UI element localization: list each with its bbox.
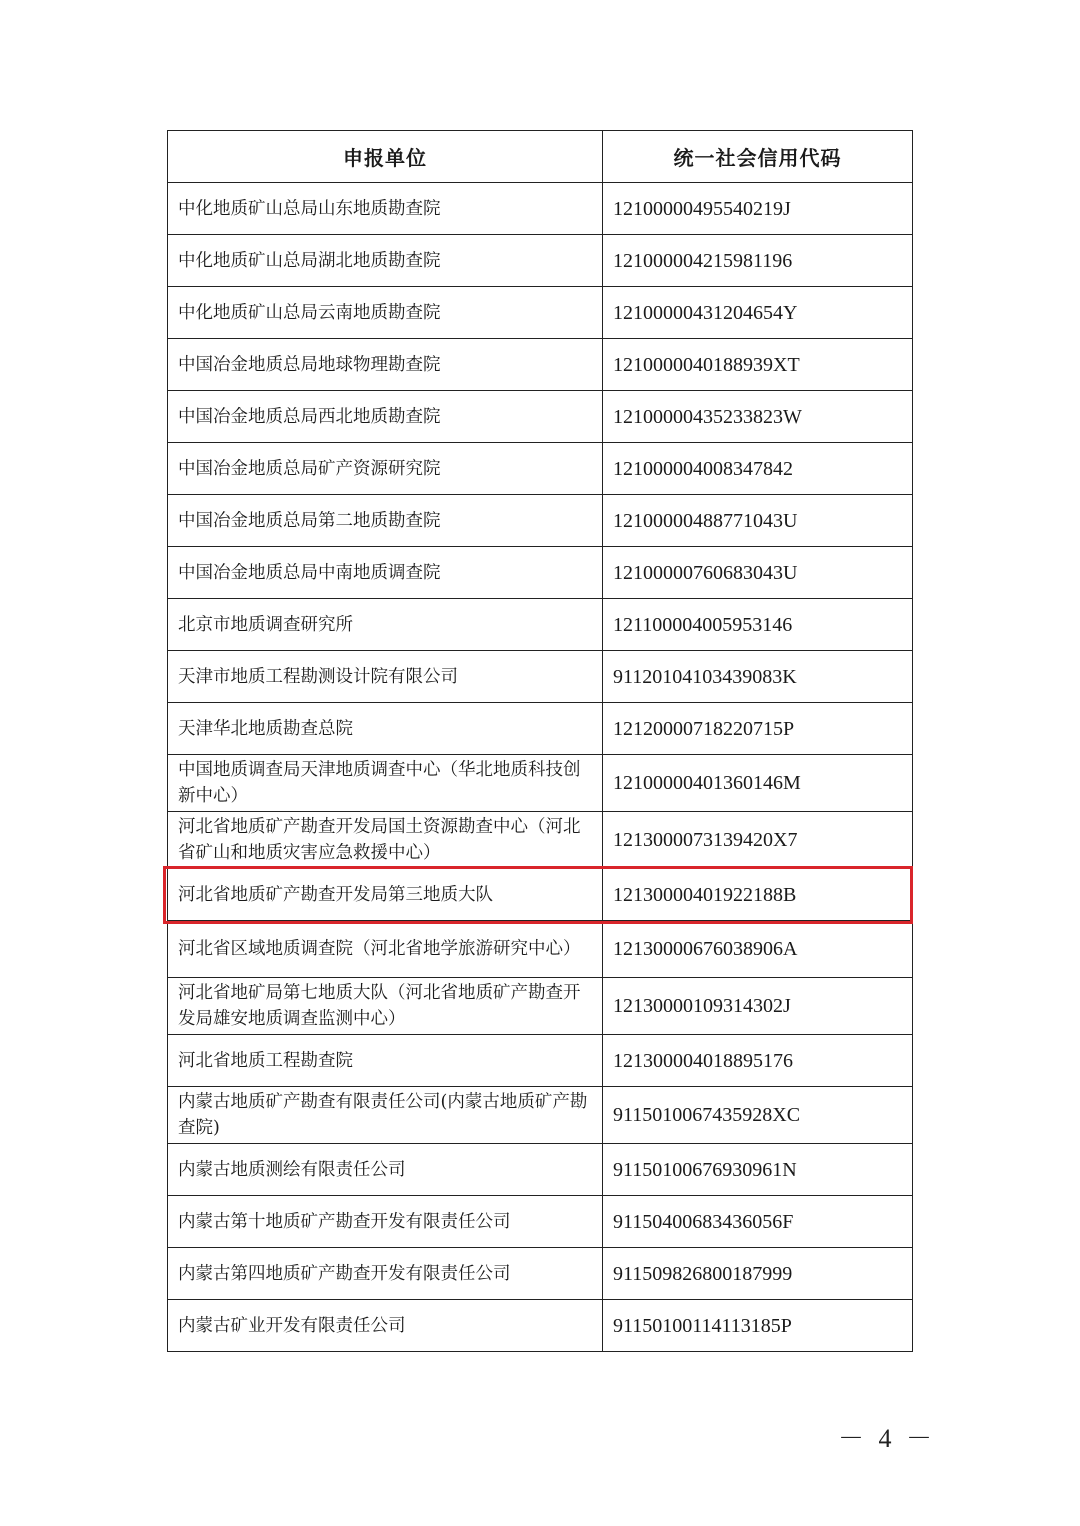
table-row [168,1035,913,1087]
unit-cell: 中国冶金地质总局中南地质调查院 [168,547,603,599]
unit-cell: 内蒙古第四地质矿产勘查开发有限责任公司 [168,1248,603,1300]
table-header-row [168,131,913,183]
code-cell: 12100000435233823W [603,391,913,443]
table-row [168,921,913,978]
unit-cell: 河北省地质工程勘查院 [168,1035,603,1087]
table-row [168,1300,913,1352]
unit-cell: 河北省地质矿产勘查开发局国土资源勘查中心（河北省矿山和地质灾害应急救援中心） [168,812,603,869]
unit-cell: 内蒙古矿业开发有限责任公司 [168,1300,603,1352]
table-row [168,978,913,1035]
code-cell: 91150100114113185P [603,1300,913,1352]
code-cell: 91150400683436056F [603,1196,913,1248]
unit-cell: 中国地质调查局天津地质调查中心（华北地质科技创新中心） [168,755,603,812]
code-cell: 12120000718220715P [603,703,913,755]
unit-cell: 北京市地质调查研究所 [168,599,603,651]
code-cell: 12130000401922188B [603,869,913,921]
table-row [168,339,913,391]
code-cell: 121000004215981196 [603,235,913,287]
page-number: － 4 － [838,1424,937,1453]
unit-cell: 中国冶金地质总局矿产资源研究院 [168,443,603,495]
unit-cell: 中国冶金地质总局地球物理勘查院 [168,339,603,391]
unit-cell: 天津市地质工程勘测设计院有限公司 [168,651,603,703]
code-cell: 12130000109314302J [603,978,913,1035]
table-row [168,1144,913,1196]
unit-cell: 内蒙古地质测绘有限责任公司 [168,1144,603,1196]
unit-cell: 中国冶金地质总局第二地质勘查院 [168,495,603,547]
code-cell: 12130000676038906A [603,921,913,978]
unit-cell: 天津华北地质勘查总院 [168,703,603,755]
unit-cell: 内蒙古第十地质矿产勘查开发有限责任公司 [168,1196,603,1248]
unit-cell: 河北省地质矿产勘查开发局第三地质大队 [168,869,603,921]
table-row [168,391,913,443]
code-cell: 12100000401360146M [603,755,913,812]
code-cell: 9115010067435928XC [603,1087,913,1144]
code-cell: 12100000495540219J [603,183,913,235]
unit-cell: 中化地质矿山总局湖北地质勘查院 [168,235,603,287]
table-row [168,755,913,812]
code-cell: 12100000431204654Y [603,287,913,339]
table-row [168,1248,913,1300]
unit-cell: 河北省区域地质调查院（河北省地学旅游研究中心） [168,921,603,978]
unit-cell: 中化地质矿山总局云南地质勘查院 [168,287,603,339]
table-row [168,812,913,869]
header-code: 统一社会信用代码 [603,131,913,183]
table-row [168,703,913,755]
table-row [168,547,913,599]
code-cell: 121000004008347842 [603,443,913,495]
code-cell: 1210000040188939XT [603,339,913,391]
table-row [168,651,913,703]
table-row-highlighted [168,869,913,921]
table-row [168,287,913,339]
code-cell: 121100004005953146 [603,599,913,651]
table-row [168,443,913,495]
table-row [168,1196,913,1248]
unit-cell: 河北省地矿局第七地质大队（河北省地质矿产勘查开发局雄安地质调查监测中心） [168,978,603,1035]
unit-cell: 中国冶金地质总局西北地质勘查院 [168,391,603,443]
applicant-table [167,130,913,1352]
code-cell: 121300004018895176 [603,1035,913,1087]
code-cell: 91120104103439083K [603,651,913,703]
code-cell: 1213000073139420X7 [603,812,913,869]
code-cell: 91150100676930961N [603,1144,913,1196]
unit-cell: 内蒙古地质矿产勘查有限责任公司(内蒙古地质矿产勘查院) [168,1087,603,1144]
header-unit: 申报单位 [168,131,603,183]
code-cell: 12100000760683043U [603,547,913,599]
table-row [168,235,913,287]
unit-cell: 中化地质矿山总局山东地质勘查院 [168,183,603,235]
code-cell: 12100000488771043U [603,495,913,547]
table-row [168,1087,913,1144]
table-row [168,183,913,235]
table-row [168,599,913,651]
code-cell: 911509826800187999 [603,1248,913,1300]
table-row [168,495,913,547]
